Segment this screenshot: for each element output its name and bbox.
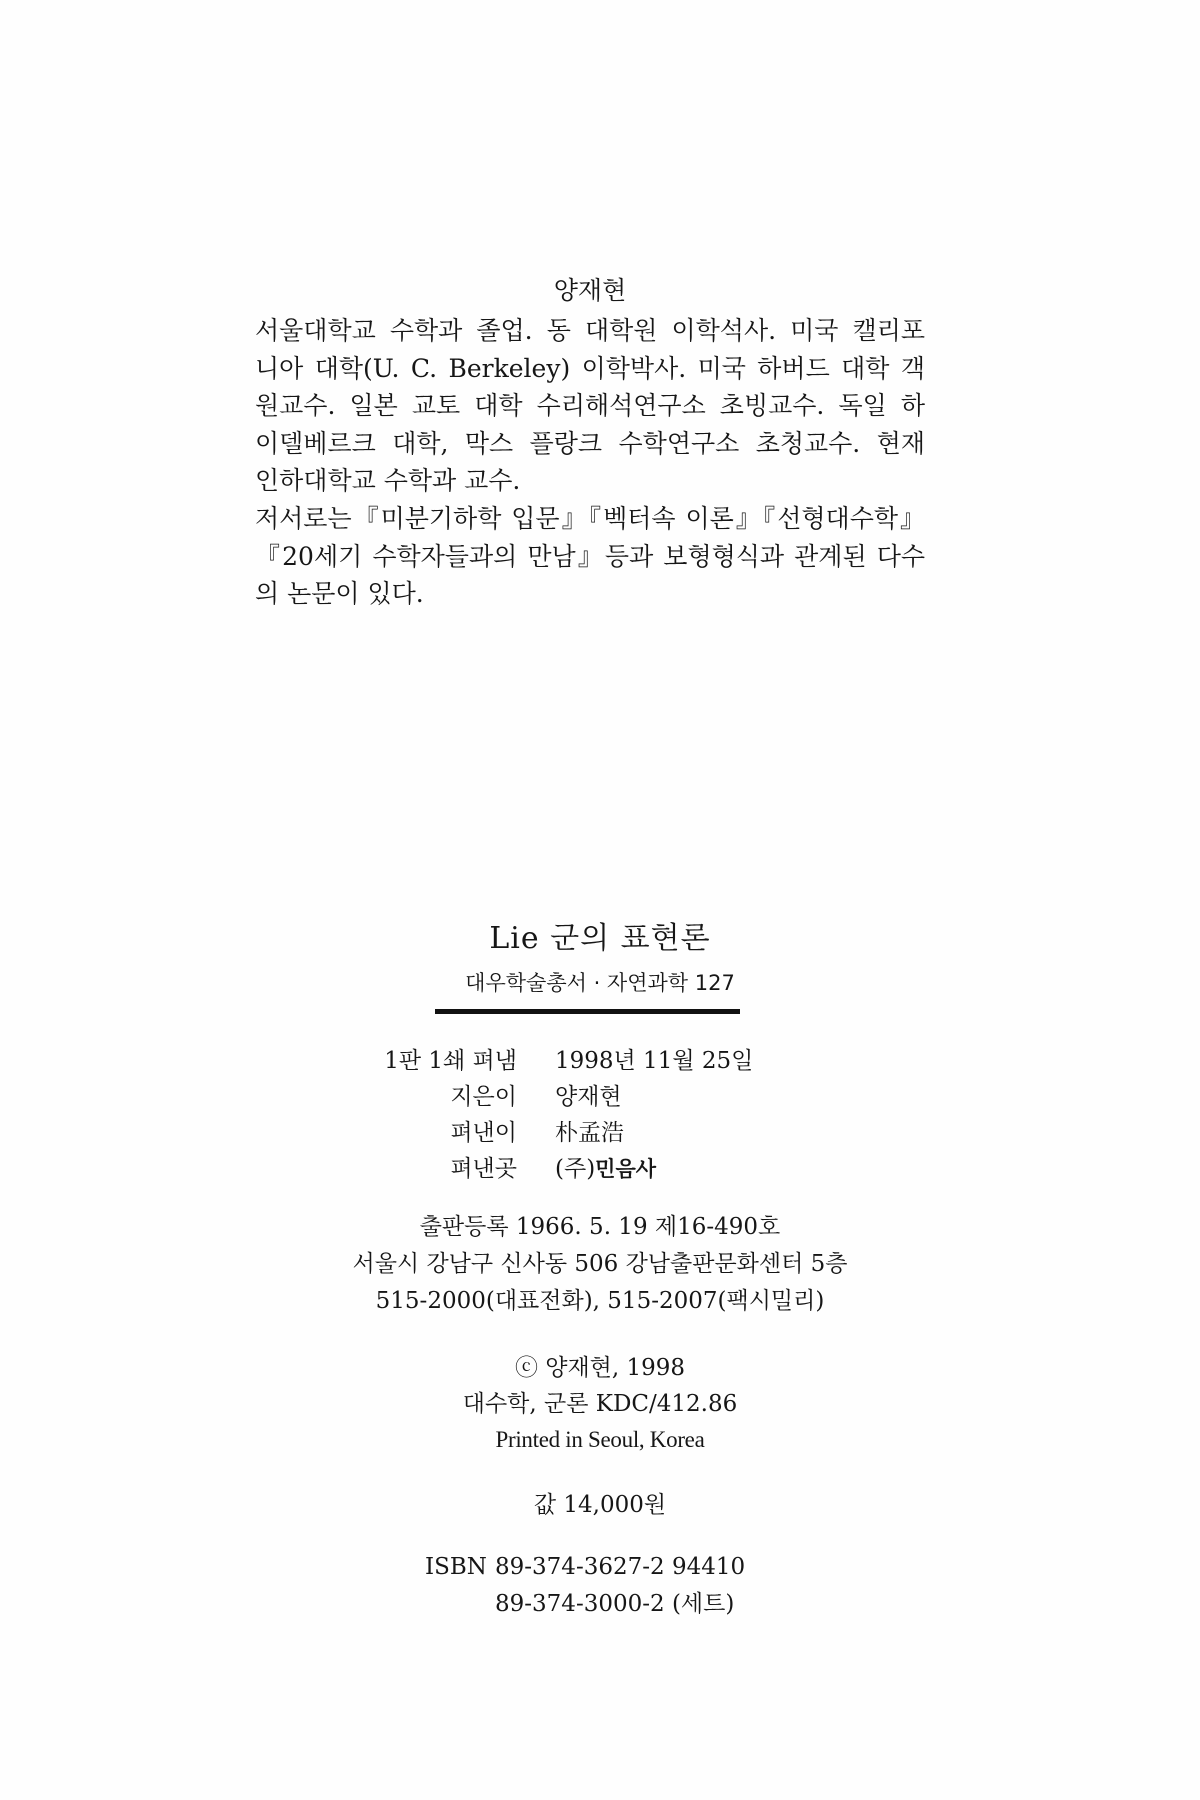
classification-line: 대수학, 군론 KDC/412.86 bbox=[462, 1391, 738, 1417]
isbn-block bbox=[425, 1549, 875, 1623]
bio-line: 서울대학교 수학과 졸업. 동 대학원 이학석사. 미국 캘리포 bbox=[255, 316, 925, 345]
bio-line: 저서로는『미분기하학 입문』『벡터속 이론』『선형대수학』 bbox=[255, 503, 925, 533]
edition-label: 1판 1쇄 펴냄 bbox=[384, 1048, 517, 1074]
registration-line: 출판등록 1966. 5. 19 제16-490호 bbox=[419, 1214, 781, 1240]
isbn-row bbox=[425, 1586, 875, 1623]
isbn-set-number: 89-374-3000-2 (세트) bbox=[495, 1591, 735, 1617]
publisher-prefix: (주) bbox=[555, 1156, 596, 1182]
bio-line: 이델베르크 대학, 막스 플랑크 수학연구소 초청교수. 현재 bbox=[255, 428, 925, 458]
edition-row bbox=[380, 1115, 840, 1151]
edition-row bbox=[380, 1151, 840, 1187]
author-label: 지은이 bbox=[450, 1084, 517, 1110]
publisher-value bbox=[555, 1151, 840, 1187]
isbn-number: 89-374-3627-2 94410 bbox=[495, 1554, 746, 1580]
edition-row bbox=[380, 1043, 840, 1079]
edition-info bbox=[380, 1043, 840, 1187]
copyright-line: ⓒ 양재현, 1998 bbox=[514, 1355, 686, 1381]
price: 값 14,000원 bbox=[533, 1492, 667, 1518]
bio-line: 『20세기 수학자들과의 만남』등과 보형형식과 관계된 다수 bbox=[255, 541, 925, 571]
printed-in-line: Printed in Seoul, Korea bbox=[495, 1427, 705, 1452]
title-block bbox=[380, 918, 820, 998]
bio-line: 의 논문이 있다. bbox=[255, 579, 424, 609]
isbn-label: ISBN bbox=[425, 1554, 487, 1580]
publisher-logo-text: 민음사 bbox=[595, 1157, 657, 1181]
author-value: 양재현 bbox=[555, 1084, 622, 1110]
registration-info bbox=[200, 1209, 1000, 1320]
title-divider bbox=[435, 1009, 740, 1014]
isbn-row bbox=[425, 1549, 875, 1586]
edition-date: 1998년 11월 25일 bbox=[555, 1048, 754, 1074]
bio-line: 인하대학교 수학과 교수. bbox=[255, 466, 521, 496]
publisher-person-label: 펴낸이 bbox=[450, 1120, 517, 1146]
isbn-label-spacer bbox=[425, 1586, 495, 1623]
series-name: 대우학술총서 · 자연과학 127 bbox=[465, 971, 735, 995]
publisher-label: 펴낸곳 bbox=[450, 1156, 517, 1182]
publisher-person-value: 朴孟浩 bbox=[555, 1120, 624, 1146]
bio-line: 니아 대학(U. C. Berkeley) 이학박사. 미국 하버드 대학 객 bbox=[255, 353, 925, 383]
author-bio bbox=[255, 272, 925, 613]
book-title: Lie 군의 표현론 bbox=[489, 921, 711, 956]
edition-row bbox=[380, 1079, 840, 1115]
bio-line: 원교수. 일본 교토 대학 수리해석연구소 초빙교수. 독일 하 bbox=[255, 391, 925, 421]
copyright-info bbox=[300, 1350, 900, 1458]
author-name: 양재현 bbox=[553, 276, 627, 305]
phone-line: 515-2000(대표전화), 515-2007(팩시밀리) bbox=[375, 1288, 825, 1314]
address-line: 서울시 강남구 신사동 506 강남출판문화센터 5층 bbox=[352, 1251, 848, 1277]
